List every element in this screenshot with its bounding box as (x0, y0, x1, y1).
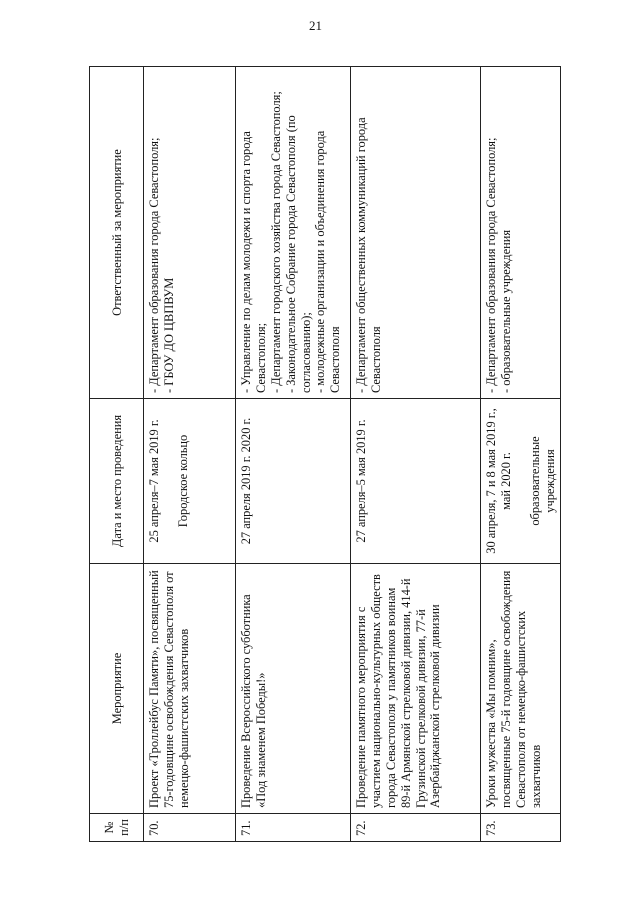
row-num: 72. (351, 814, 481, 842)
row-date: 25 апреля–7 мая 2019 г. (147, 419, 161, 543)
table-row (481, 67, 561, 842)
row-responsible (144, 67, 236, 399)
header-responsible: Ответственный за мероприятие (90, 67, 144, 399)
row-num: 73. (481, 814, 561, 842)
row-event: Проект «Троллейбус Памяти», посвященный 75-годовщине освобождения Севастополя от немецко-фашистских захватчиков (144, 564, 236, 814)
row-responsible (236, 67, 351, 399)
row-date-cell (144, 399, 236, 564)
row-date-cell (236, 399, 351, 564)
row-responsible (481, 67, 561, 399)
table-row (236, 67, 351, 842)
row-date: 30 апреля, 7 и 8 мая 2019 г., май 2020 г. (484, 408, 513, 554)
row-place: Городское кольцо (175, 434, 190, 528)
header-num: № п/п (90, 814, 144, 842)
row-num: 70. (144, 814, 236, 842)
responsible-item: - ГБОУ ДО ЦВПВУМ (161, 277, 176, 393)
header-event: Мероприятие (90, 564, 144, 814)
responsible-item: - Управление по делам молодежи и спорта города Севастополя; (239, 131, 268, 393)
events-table-rotated (89, 67, 557, 842)
events-table (89, 66, 561, 842)
row-num: 71. (236, 814, 351, 842)
row-date-cell (351, 399, 481, 564)
header-date: Дата и место проведения (90, 399, 144, 564)
responsible-item: - образовательные учреждения (498, 229, 513, 393)
responsible-item: - Департамент городского хозяйства города Севастополя; (268, 91, 283, 393)
row-date: 27 апреля–5 мая 2019 г. (354, 419, 368, 543)
row-event: Проведение Всероссийского субботника «Под знаменем Победы!» (236, 564, 351, 814)
row-date: 27 апреля 2019 г. 2020 г. (239, 417, 253, 545)
responsible-item: - Департамент образования города Севастополя; (484, 137, 498, 393)
responsible-item: - молодежные организации и объединения города Севастополя (313, 130, 343, 393)
table-row (351, 67, 481, 842)
row-date-cell (481, 399, 561, 564)
responsible-item: - Департамент образования города Севастополя; (147, 137, 161, 393)
table-header-row (90, 67, 144, 842)
responsible-item: - Департамент общественных коммуникаций города Севастополя (354, 117, 383, 393)
responsible-item: - Законодательное Собрание города Севастополя (по согласованию); (283, 115, 313, 393)
row-event: Уроки мужества «Мы помним», посвященные 75-й годовщине освобождения Севастополя от немецко-фашистских захватчиков (481, 564, 561, 814)
table-row (144, 67, 236, 842)
row-responsible (351, 67, 481, 399)
row-event: Проведение памятного мероприятия с участием национально-культурных обществ города Севастополя у памятников воинам 89-й Армянской стрелковой дивизии, 414-й Грузинской стрелковой дивизии, 77-й Азербайджанской стрелковой дивизии (351, 564, 481, 814)
page-number: 21 (309, 18, 322, 33)
row-place: образовательные учреждения (527, 436, 557, 526)
